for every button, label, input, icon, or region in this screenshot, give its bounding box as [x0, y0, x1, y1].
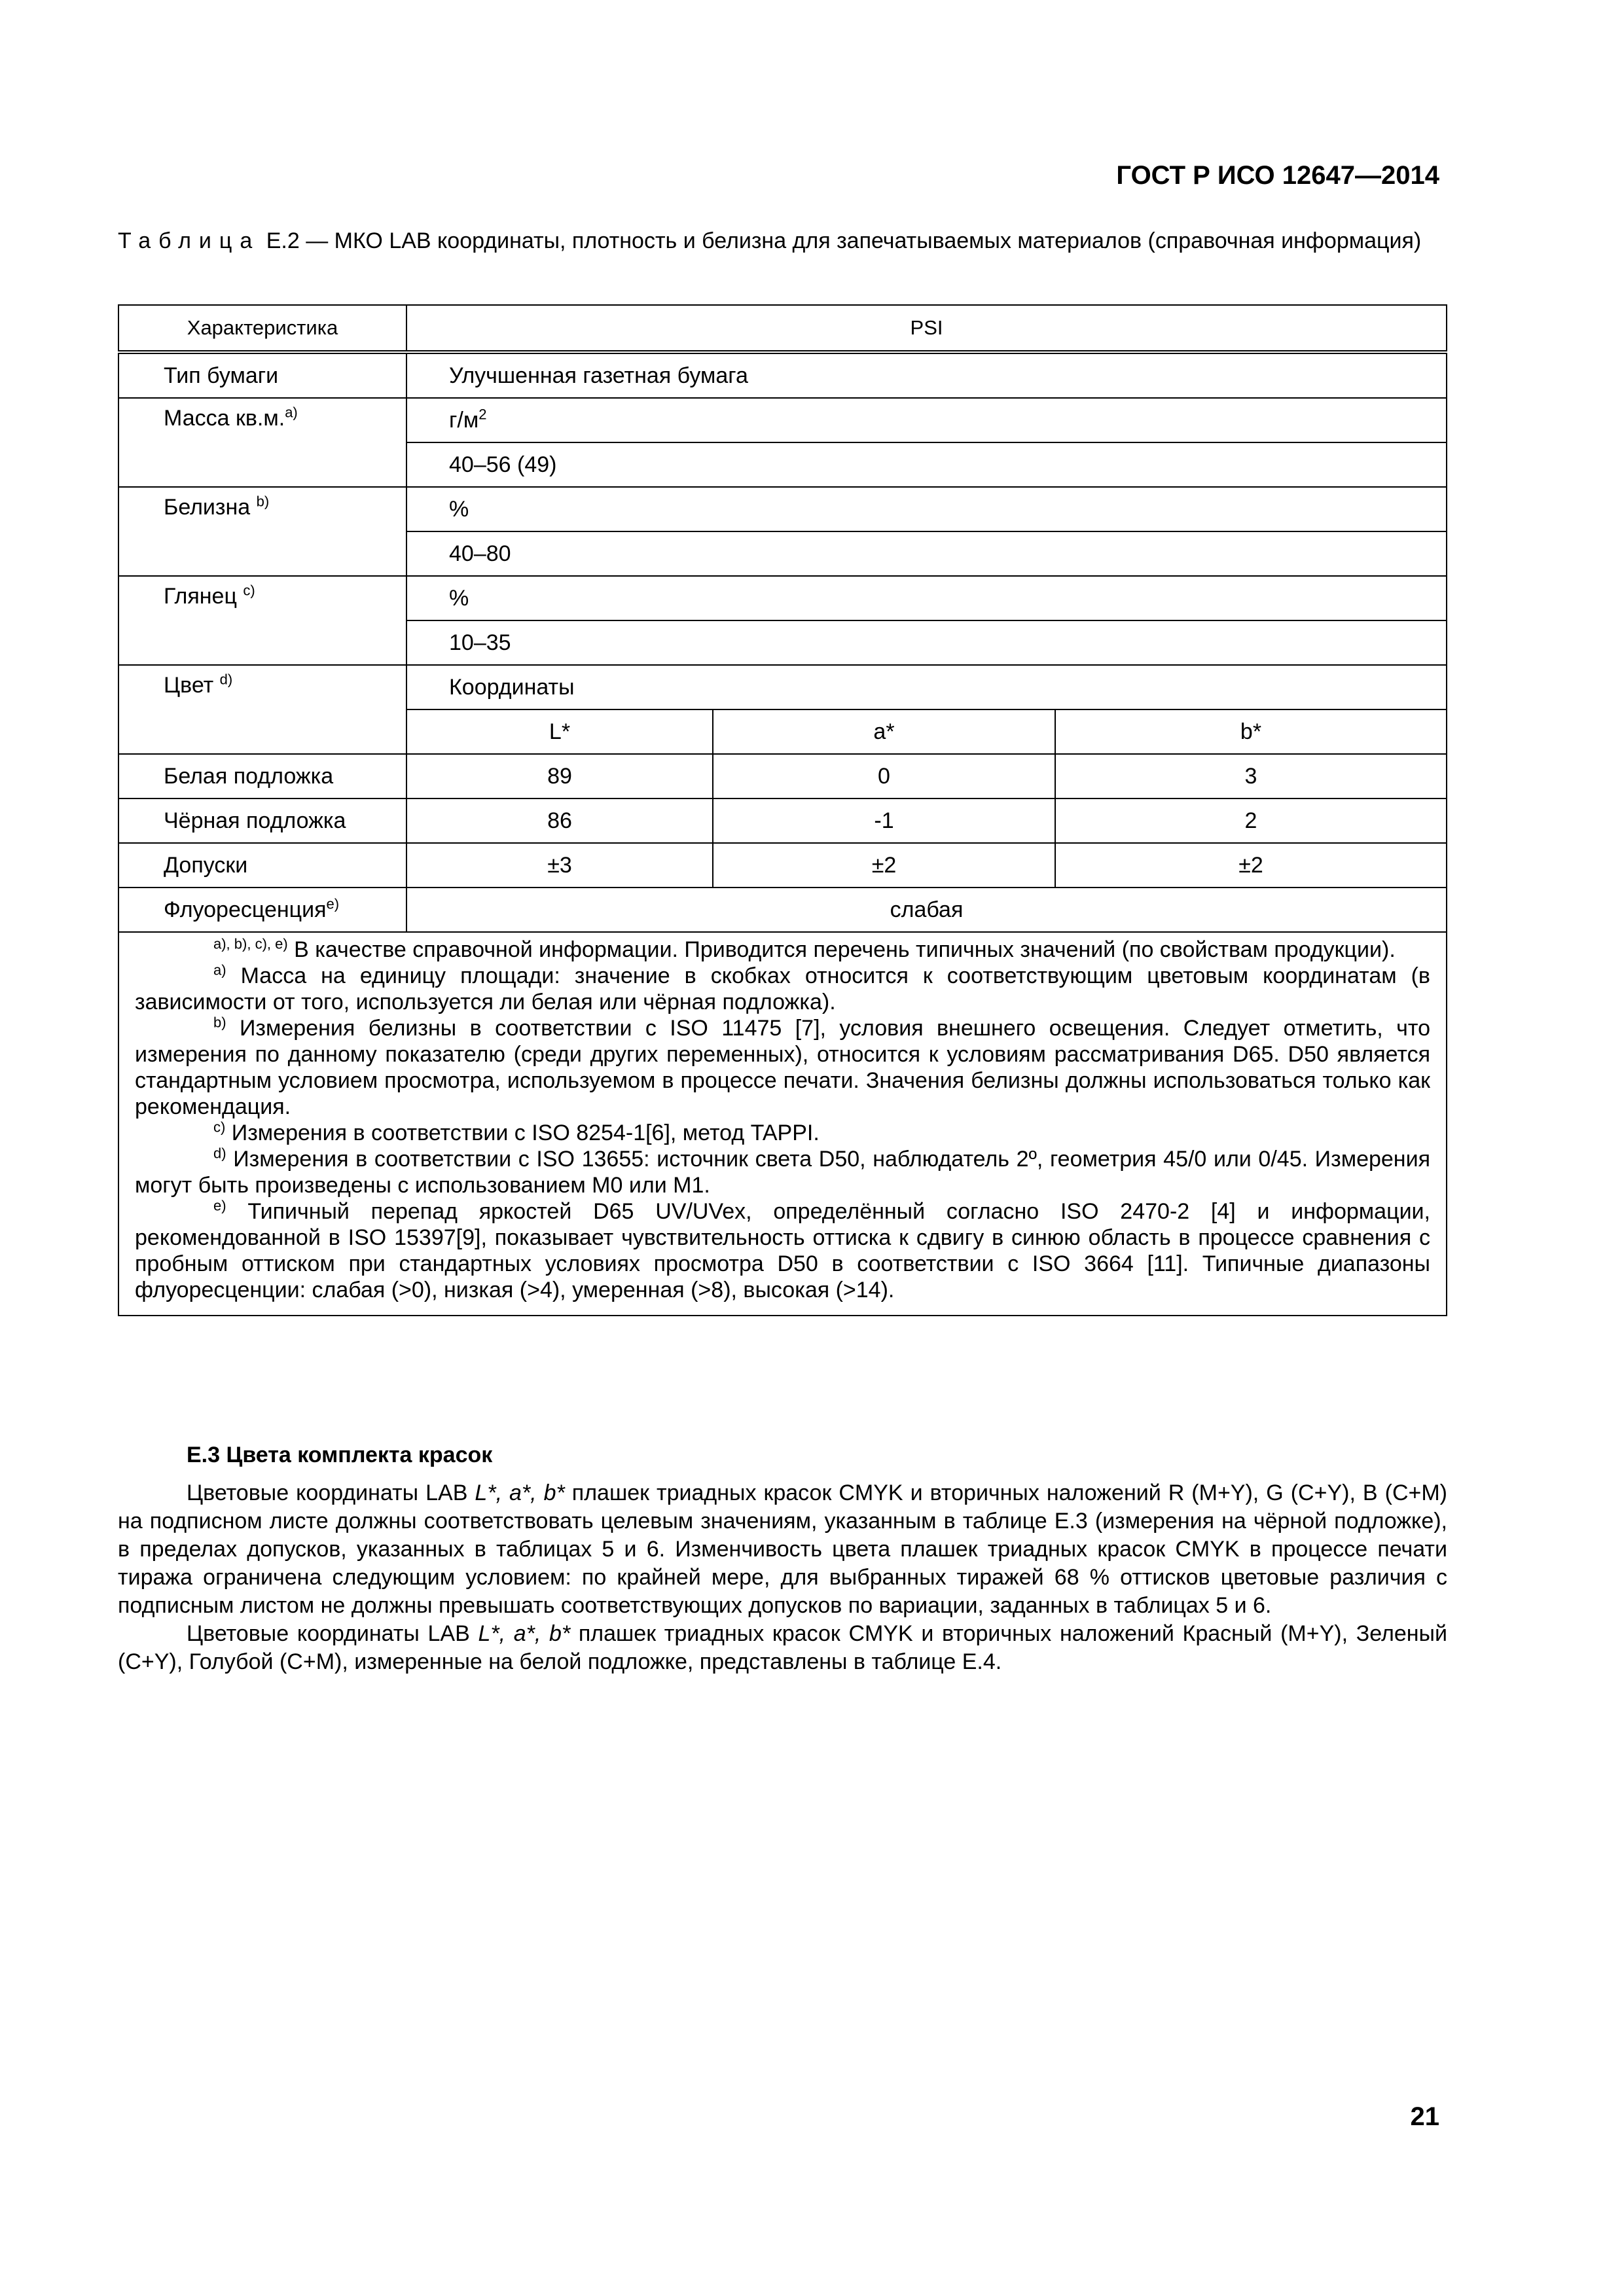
col-b: b*: [1055, 709, 1447, 754]
table-notes: [118, 932, 1447, 1316]
section-title: E.3 Цвета комплекта красок: [187, 1443, 493, 1467]
note-item: $^{c)}$ Измерения в соответствии с ISO 8254-1[6], метод TAPPI.: [213, 1119, 820, 1145]
white-backing-b: 3: [1055, 754, 1447, 798]
paragraph: Цветовые координаты LAB L*, a*, b* плашек триадных красок CMYK и вторичных наложений Красный (M+Y), Зеленый (C+Y), Голубой (C+M), измеренные на белой подложке, представлены в таблице E.4.: [118, 1621, 1447, 1674]
paper-type-label: Тип бумаги: [118, 352, 406, 398]
paper-type-value: Улучшенная газетная бумага: [406, 352, 1447, 398]
caption-word: Таблица: [118, 228, 261, 253]
black-backing-label: Чёрная подложка: [118, 798, 406, 843]
whiteness-label: Белизна $^{b)}$: [118, 487, 406, 576]
fluorescence-label: Флуоресценция$^{e)}$: [118, 888, 406, 932]
mass-unit: $г/м^2$: [406, 398, 1447, 442]
tolerances-label: Допуски: [118, 843, 406, 888]
table-row: [118, 576, 1447, 620]
white-backing-L: 89: [406, 754, 713, 798]
table-row: [118, 754, 1447, 798]
tolerances-b: ±2: [1055, 843, 1447, 888]
white-backing-a: 0: [713, 754, 1055, 798]
section-body: [118, 1479, 1447, 1676]
color-coords: Координаты: [406, 665, 1447, 709]
table-notes-row: [118, 932, 1447, 1316]
whiteness-value: 40–80: [406, 531, 1447, 576]
page-number: 21: [1410, 2102, 1439, 2131]
black-backing-b: 2: [1055, 798, 1447, 843]
whiteness-unit: %: [406, 487, 1447, 531]
note-item: $^{b)}$ Измерения белизны в соответствии с ISO 11475 [7], условия внешнего освещения. Следует отметить, что измерения по данному показателю (среди других переменных), относится к условиям рассматривания D65. D50 является стандартным условием просмотра, используемом в процессе печати. Значения белизны должны использоваться только как рекомендация.: [135, 1014, 1430, 1119]
table-row: [118, 398, 1447, 442]
header-psi: PSI: [406, 305, 1447, 352]
tolerances-a: ±2: [713, 843, 1055, 888]
tolerances-L: ±3: [406, 843, 713, 888]
table-row: [118, 888, 1447, 932]
white-backing-label: Белая подложка: [118, 754, 406, 798]
properties-table: [118, 304, 1447, 1316]
black-backing-L: 86: [406, 798, 713, 843]
gloss-value: 10–35: [406, 620, 1447, 665]
table-header-row: [118, 305, 1447, 352]
table-row: [118, 487, 1447, 531]
note-item: $^{a), b), c), e)}$ В качестве справочной информации. Приводится перечень типичных значений (по свойствам продукции).: [213, 935, 1396, 962]
paragraph: Цветовые координаты LAB L*, a*, b* плашек триадных красок CMYK и вторичных наложений R (M+Y), G (C+Y), B (C+M) на подписном листе должны соответствовать целевым значениям, указанным в таблице E.3 (измерения на чёрной подложке), в пределах допусков, указанных в таблицах 5 и 6. Изменчивость цвета плашек триадных красок CMYK в процессе печати тиража ограничена следующим условием: по крайней мере, для выбранных тиражей 68 % оттисков цветовые различия с подписным листом не должны превышать соответствующих допусков по вариации, заданных в таблицах 5 и 6.: [118, 1480, 1447, 1618]
header-characteristic: Характеристика: [118, 305, 406, 352]
col-a: a*: [713, 709, 1055, 754]
color-label: Цвет $^{d)}$: [118, 665, 406, 754]
mass-value: 40–56 (49): [406, 442, 1447, 487]
table-row: [118, 843, 1447, 888]
fluorescence-value: слабая: [406, 888, 1447, 932]
gloss-unit: %: [406, 576, 1447, 620]
table-row: [118, 665, 1447, 709]
note-item: $^{e)}$ Типичный перепад яркостей D65 UV/UVex, определённый согласно ISO 2470-2 [4] и информации, рекомендованной в ISO 15397[9], показывает чувствительность оттиска к сдвигу в синюю область в процессе сравнения с пробным оттиском при стандартных условиях просмотра D50 в соответствии с ISO 3664 [11]. Типичные диапазоны флуоресценции: слабая (>0), низкая (>4), умеренная (>8), высокая (>14).: [135, 1197, 1430, 1302]
note-item: $^{d)}$ Измерения в соответствии с ISO 13655: источник света D50, наблюдатель 2º, геометрия 45/0 или 0/45. Измерения могут быть произведены с использованием M0 или M1.: [135, 1145, 1430, 1198]
gloss-label: Глянец $^{c)}$: [118, 576, 406, 665]
caption-text: E.2 — МКО LAB координаты, плотность и белизна для запечатываемых материалов (справочная информация): [260, 228, 1422, 253]
table-row: [118, 352, 1447, 398]
col-L: L*: [406, 709, 713, 754]
table-row: [118, 798, 1447, 843]
mass-label: Масса кв.м.$^{a)}$: [118, 398, 406, 487]
note-item: $^{a)}$ Масса на единицу площади: значение в скобках относится к соответствующим цветовым координатам (в зависимости от того, используется ли белая или чёрная подложка).: [135, 961, 1430, 1014]
standard-header: ГОСТ Р ИСО 12647—2014: [1116, 161, 1439, 190]
table-caption: [118, 227, 1440, 255]
black-backing-a: -1: [713, 798, 1055, 843]
